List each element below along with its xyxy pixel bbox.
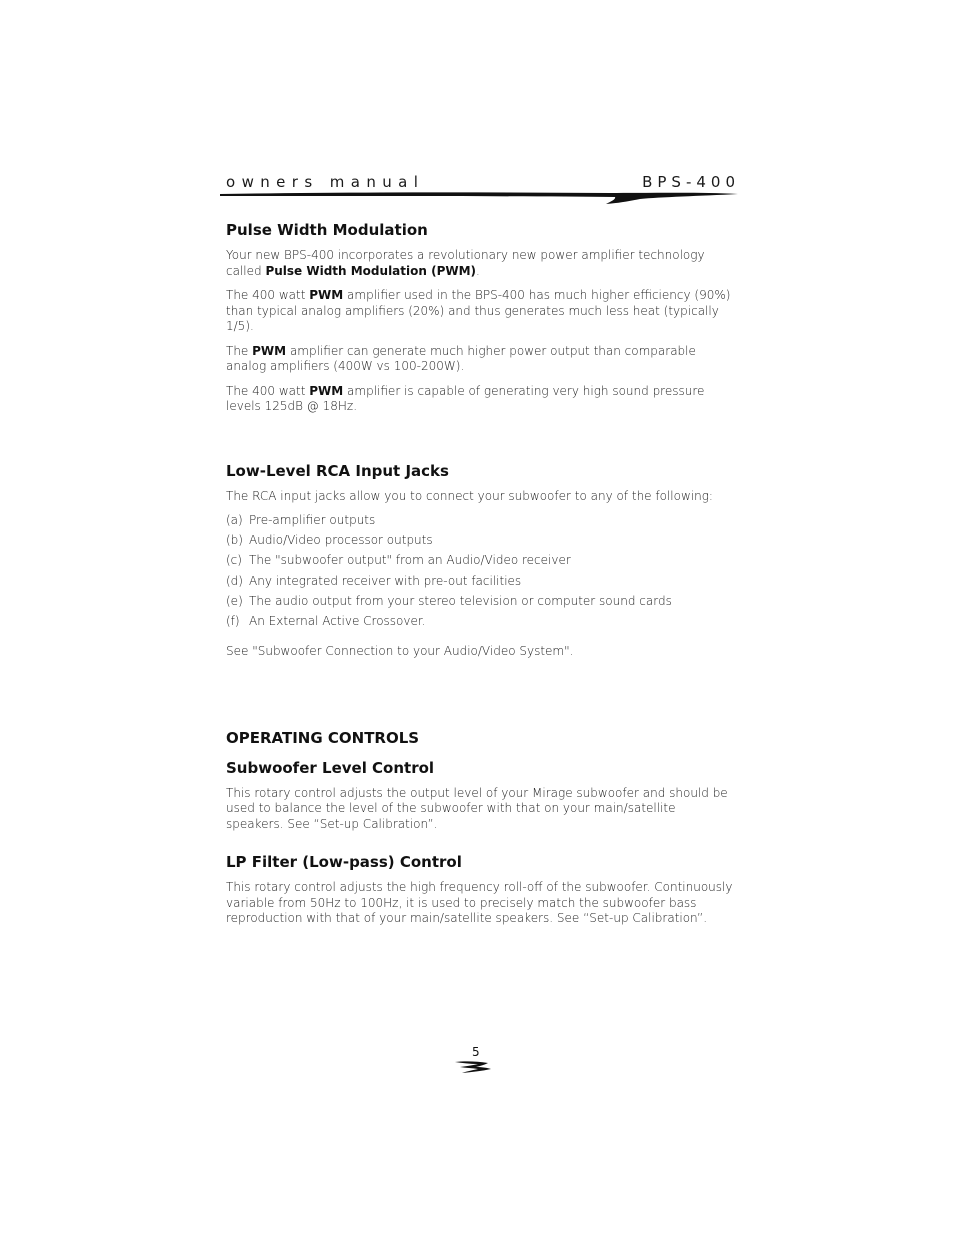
pwm-paragraph-4: The 400 watt PWM amplifier is capable of generating very high sound pressure levels 125dB @ 18Hz. [226, 383, 705, 413]
list-item: (f) An External Active Crossover. [226, 613, 426, 628]
list-item: (d) Any integrated receiver with pre-out facilities [226, 573, 522, 588]
page-swoosh-icon [454, 1058, 494, 1074]
list-item: (c) The "subwoofer output" from an Audio/Video receiver [226, 553, 571, 568]
rca-see-reference: See "Subwoofer Connection to your Audio/Video System". [226, 644, 574, 659]
header-owners-manual: owners manual [226, 173, 425, 191]
rca-heading: Low-Level RCA Input Jacks [226, 461, 449, 480]
list-item: (b) Audio/Video processor outputs [226, 533, 433, 548]
pwm-paragraph-2: The 400 watt PWM amplifier used in the BPS-400 has much higher efficiency (90%) than typical analog amplifiers (20%) and thus generates much less heat (typically 1/5). [226, 288, 731, 333]
pwm-paragraph-1: Your new BPS-400 incorporates a revolutionary new power amplifier technology called Pulse Width Modulation (PWM). [226, 248, 705, 278]
operating-controls-heading: OPERATING CONTROLS [226, 728, 420, 747]
page-number: 5 [472, 1045, 480, 1059]
list-item: (e) The audio output from your stereo television or computer sound cards [226, 593, 672, 608]
pwm-paragraph-3: The PWM amplifier can generate much higher power output than comparable analog amplifiers (400W vs 100-200W). [226, 343, 696, 373]
subwoofer-level-heading: Subwoofer Level Control [226, 758, 435, 777]
pwm-heading: Pulse Width Modulation [226, 221, 428, 239]
lp-filter-heading: LP Filter (Low-pass) Control [226, 853, 462, 872]
lp-filter-text: This rotary control adjusts the high frequency roll-off of the subwoofer. Continuously variable from 50Hz to 100Hz, it is used to precisely match the subwoofer bass reproduction with that of your main/satellite speakers. See “Set-up Calibration”. [226, 880, 733, 926]
header-model: BPS-400 [642, 173, 740, 191]
page-content [226, 220, 736, 927]
list-item: (a) Pre-amplifier outputs [226, 513, 376, 527]
subwoofer-level-text: This rotary control adjusts the output level of your Mirage subwoofer and should be used to balance the level of the subwoofer with that on your main/satellite speakers. See “Set-up Calibration”. [226, 785, 728, 831]
page-header [226, 173, 740, 209]
rca-intro: The RCA input jacks allow you to connect your subwoofer to any of the following: [226, 488, 713, 503]
rca-list [226, 513, 736, 629]
header-brush-rule [220, 187, 740, 209]
